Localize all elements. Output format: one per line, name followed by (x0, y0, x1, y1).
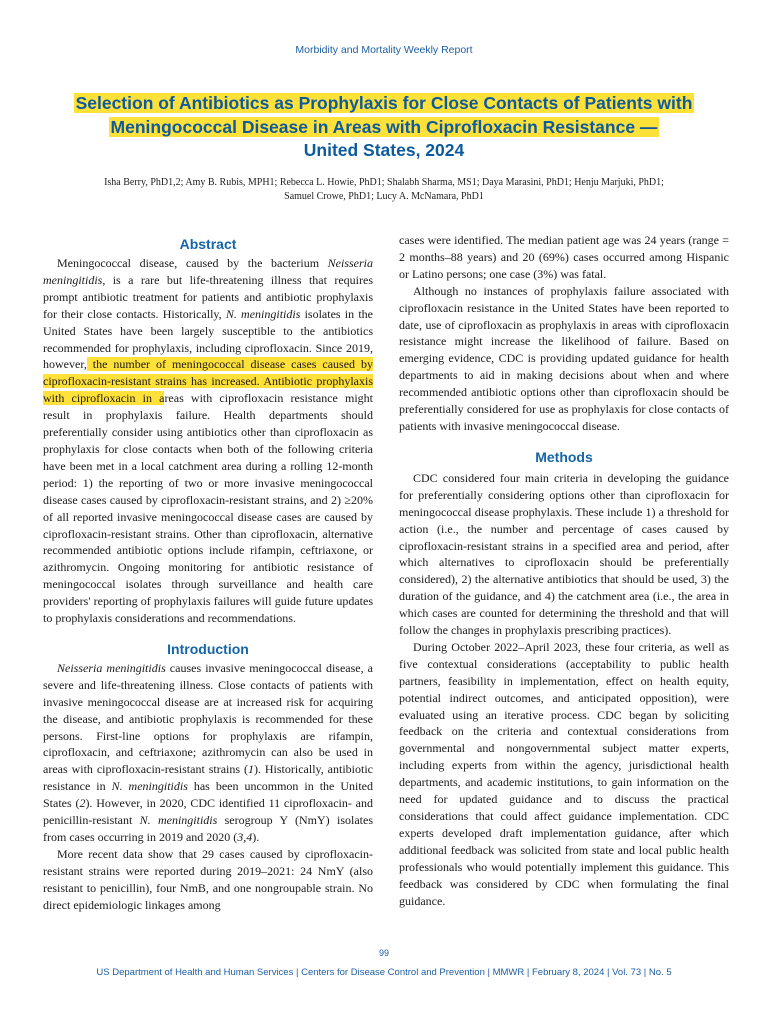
abstract-heading: Abstract (179, 236, 237, 252)
page-number: 99 (378, 948, 389, 958)
authors-line-1: Isha Berry, PhD1,2; Amy B. Rubis, MPH1; Rebecca L. Howie, PhD1; Shalabh Sharma, MS1; Daya Marasini, PhD1; Henju Marjuki, PhD1; (104, 177, 664, 188)
title-line-3: United States, 2024 (303, 140, 465, 160)
title-line-1: Selection of Antibiotics as Prophylaxis for Close Contacts of Patients with (75, 93, 693, 113)
text-run: has been uncommon in the United States ( (43, 779, 373, 811)
introduction-paragraph-4: Although no instances of prophylaxis failure associated with ciprofloxacin resistance in the United States have been reported to date, use of ciprofloxacin as prophylaxis in areas with ciprofloxacin resistance might increase the likelihood of failure. Based on emerging evidence, CDC is providing updated guidance for health departments to aid in making decisions about when and where recommended antibiotic options other than ciprofloxacin should be preferentially considered for use as prophylaxis for close contacts of patients with invasive meningococcal disease. (399, 283, 729, 433)
right-column (399, 232, 729, 909)
species-name: N. meningitidis (111, 779, 188, 794)
text-run: isolates in the United States have been largely susceptible to the antibiotics recommended for prophylaxis, including ciprofloxacin. Since 2019, however, (43, 306, 373, 372)
text-run: ). Historically, antibiotic resistance in (43, 762, 373, 794)
methods-paragraph-1: CDC considered four main criteria in developing the guidance for preferentially considering options other than ciprofloxacin for meningococcal disease prophylaxis. These include 1) a threshold for action (i.e., the number and percentage of cases caused by ciprofloxacin-resistant strains in a specified area and period, after which alternatives to ciprofloxacin should be preferentially considered), 2) the alternative antibiotics that should be used, 3) the duration of the guidance, and 4) the catchment area (i.e., the area in which cases are counted for determining the threshold and that will follow the changes in prophylaxis prescribing practices). (399, 470, 729, 638)
citation: 2 (79, 796, 86, 811)
left-column (43, 232, 373, 914)
methods-paragraph-2: During October 2022–April 2023, these four criteria, as well as five contextual considerations (acceptability to public health partners, feasibility in implementation, effect on health equity, potential indirect outcomes, and anticipated opposition), were evaluated using an iterative process. CDC began by soliciting feedback on the criteria and contextual considerations from governmental and nongovernmental subject matter experts, including experts from within the agency, jurisdictional health departments, and academic institutions, to gain information on the need for updated guidance and to discuss the practical considerations that could affect guidance implementation. CDC experts developed draft implementation guidance, after which additional feedback was solicited from state and local public health professionals who would potentially implement this guidance. This feedback was considered by CDC when formulating the final guidance. (399, 639, 729, 908)
introduction-paragraph-3: cases were identified. The median patient age was 24 years (range = 2 months–88 years) and 20 (69%) cases occurred among Hispanic or Latino persons; one case (3%) was fatal. (399, 233, 729, 281)
article-title (40, 92, 728, 163)
title-line-2: Meningococcal Disease in Areas with Ciprofloxacin Resistance — (110, 116, 658, 137)
text-run: reas with ciprofloxacin resistance might result in prophylaxis failure. Health departments should preferentially consider using antibiotics other than ciprofloxacin as prophylaxis for close contacts when both of the following criteria have been met in a local catchment area during a rolling 12-month period: 1) the reporting of two or more invasive meningococcal disease cases caused by ciprofloxacin-resistant strains, and 2) ≥20% of all reported invasive meningococcal disease cases are caused by ciprofloxacin-resistant strains. Other than ciprofloxacin, alternative recommended antibiotic options include rifampin, ceftriaxone, or azithromycin. Ongoing monitoring for antibiotic resistance of meningococcal isolates through surveillance and health care providers' reporting of prophylaxis failures will guide future updates to prophylaxis considerations and recommendations. (43, 391, 373, 626)
citation: 1 (247, 762, 254, 777)
species-name: N. meningitidis (225, 306, 301, 321)
text-run: Meningococcal disease, caused by the bacterium (57, 256, 328, 270)
species-name: Neisseria meningitidis (43, 256, 373, 287)
authors-line-2: Samuel Crowe, PhD1; Lucy A. McNamara, PhD1 (284, 191, 484, 202)
introduction-paragraph-2: More recent data show that 29 cases caused by ciprofloxacin-resistant strains were reported during 2019–2021: 24 NmY (also resistant to penicillin), four NmB, and one nongroupable strain. No direct epidemiologic linkages among (43, 846, 373, 912)
text-run: ). (252, 830, 260, 844)
methods-heading: Methods (535, 448, 593, 465)
highlighted-text: the number of meningococcal disease cases caused by ciprofloxacin-resistant strains has increased. Antibiotic prophylaxis with ciprofloxacin in a (43, 357, 373, 406)
species-name: N. meningitidis (139, 813, 218, 828)
author-list (60, 176, 708, 204)
journal-name: Morbidity and Mortality Weekly Report (295, 44, 473, 56)
citation: 3,4 (237, 830, 253, 844)
page-footer: US Department of Health and Human Services | Centers for Disease Control and Prevention | MMWR | February 8, 2024 | Vol. 73 | No. 5 (96, 967, 672, 978)
text-run: serogroup Y (NmY) isolates from cases occurring in 2019 and 2020 ( (43, 813, 373, 844)
introduction-paragraph-1 (43, 660, 373, 846)
introduction-heading: Introduction (167, 640, 249, 657)
text-run: , is a rare but life-threatening illness that requires prompt antibiotic treatment for patients and antibiotic prophylaxis for their close contacts. Historically, (43, 272, 373, 321)
species-name: Neisseria meningitidis (57, 660, 166, 675)
text-run: causes invasive meningococcal disease, a severe and life-threatening illness. Close contacts of patients with invasive meningococcal disease are at increased risk for acquiring the disease, and antibiotic prophylaxis is recommended for these persons. First-line options for prophylaxis are rifampin, ciprofloxacin, and ceftriaxone; azithromycin can also be used in areas with ciprofloxacin-resistant strains ( (43, 660, 373, 777)
text-run: ). However, in 2020, CDC identified 11 ciprofloxacin- and penicillin-resistant (43, 796, 373, 828)
abstract-paragraph (43, 255, 373, 627)
